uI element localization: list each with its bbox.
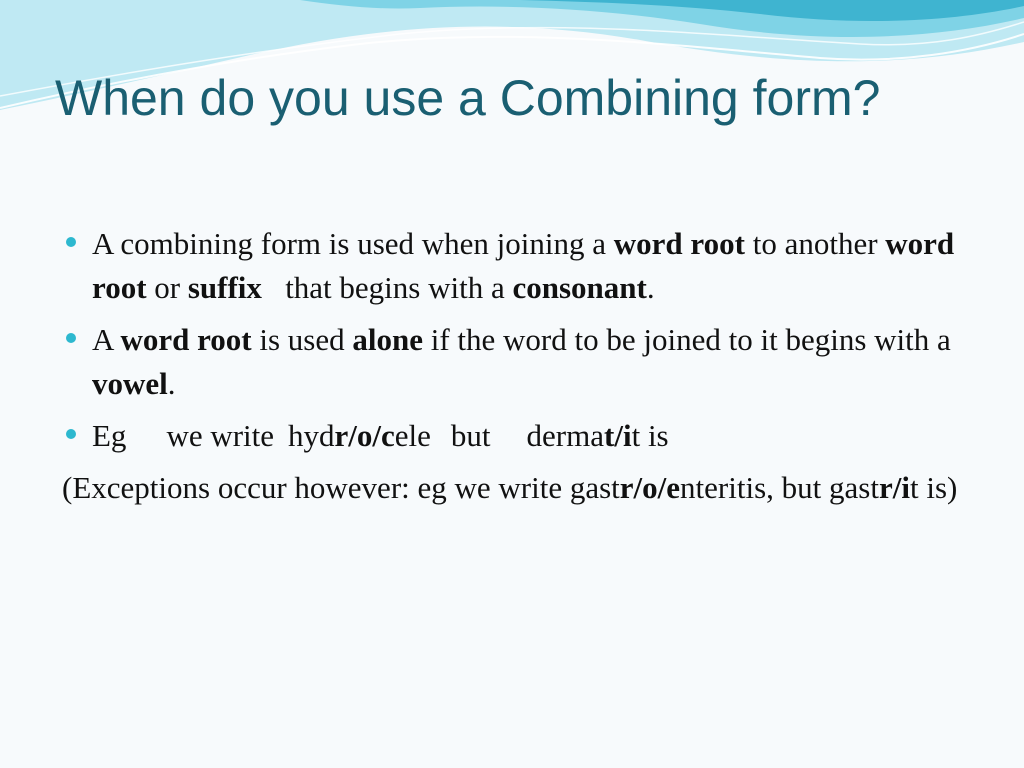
bullet-text: . xyxy=(646,270,655,305)
example-label: Eg xyxy=(92,418,127,453)
exceptions-text: (Exceptions occur however: eg we write xyxy=(62,470,570,505)
exceptions-paragraph xyxy=(62,466,962,510)
bullet-text: A combining form is used when joining a xyxy=(92,226,614,261)
bullet-text: or xyxy=(146,270,188,305)
bold-term: word root xyxy=(120,322,252,357)
bold-term: consonant xyxy=(512,270,647,305)
exceptions-text: , but gast xyxy=(766,470,879,505)
bold-term: word root xyxy=(92,226,955,305)
bullet-example xyxy=(64,414,964,458)
bold-term: suffix xyxy=(187,270,262,305)
example-hydrocele: hydr/o/cele xyxy=(288,418,431,453)
bold-term: word root xyxy=(613,226,745,261)
example-gastritis: r/it is) xyxy=(878,470,958,505)
example-gastroenteritis: gastr/o/enteritis xyxy=(569,470,767,505)
bold-term: alone xyxy=(352,322,423,357)
bullet-text: that begins with a xyxy=(261,270,513,305)
slide-body xyxy=(64,222,964,510)
bold-term: vowel xyxy=(92,366,168,401)
bullet-text: if the word to be joined to it begins with a xyxy=(422,322,951,357)
example-dermatitis: dermat/it is xyxy=(526,418,669,453)
bullet-text: is used xyxy=(251,322,353,357)
bullet-combining-form xyxy=(64,222,964,310)
bullet-text: A xyxy=(92,322,121,357)
bullet-text: we write xyxy=(166,418,275,453)
bullet-text: . xyxy=(167,366,176,401)
bullet-text: to another xyxy=(744,226,886,261)
bullet-dot-icon xyxy=(66,429,76,439)
slide-title: When do you use a Combining form? xyxy=(55,70,881,126)
bullet-dot-icon xyxy=(66,237,76,247)
bullet-word-root-alone xyxy=(64,318,964,406)
bullet-dot-icon xyxy=(66,333,76,343)
bullet-text: but xyxy=(450,418,491,453)
